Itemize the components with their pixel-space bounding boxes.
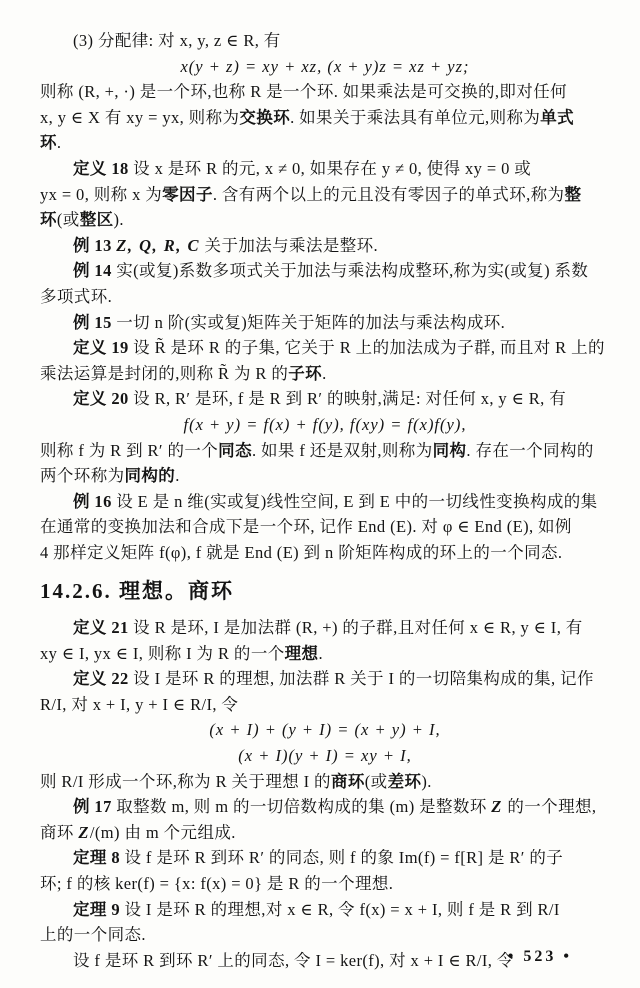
text-line [40, 258, 610, 284]
text-segment: /(m) 由 m 个元组成. [89, 822, 236, 842]
text-line [40, 769, 610, 795]
text-segment: 例 17 [73, 797, 112, 817]
text-segment: 的一个理想, [502, 797, 597, 817]
text-segment: . [175, 466, 180, 486]
text-segment: . 如果关于乘法具有单位元,则称为 [290, 107, 541, 127]
text-segment: 定理 9 [73, 899, 120, 919]
text-segment: 整 [564, 184, 582, 204]
text-line [40, 79, 610, 105]
text-segment: 环; f 的核 ker(f) = {x: f(x) = 0} 是 R 的一个理想. [40, 874, 394, 893]
text-segment: (x + I) + (y + I) = (x + y) + I, [209, 720, 441, 740]
text-segment: 设 I 是环 R 的理想, 加法群 R 关于 I 的一切陪集构成的集, 记作 [128, 669, 594, 689]
text-line [40, 438, 610, 464]
text-segment: 商环 [40, 822, 79, 842]
text-segment: yx = 0, 则称 x 为 [40, 184, 163, 204]
text-segment: 设 f 是环 R 到环 R′ 上的同态, 令 I = ker(f), 对 x + I ∈ R/I, 令 [73, 950, 514, 970]
text-line [40, 820, 610, 846]
text-segment: 在通常的变换加法和合成下是一个环, 记作 End (E). 对 φ ∈ End (E), 如例 [40, 517, 572, 537]
text-segment: . [318, 643, 323, 663]
text-segment: . 存在一个同构的 [466, 440, 594, 460]
text-segment: . 如果 f 还是双射,则称为 [251, 440, 433, 460]
text-segment: 例 16 [73, 491, 112, 511]
text-segment: 4 那样定义矩阵 f(φ), f 就是 End (E) 到 n 阶矩阵构成的环上的一个同态. [40, 542, 563, 562]
text-segment: 商环 [330, 771, 365, 791]
text-segment: Z, Q, R, C [116, 235, 201, 255]
text-segment: (3) 分配律: 对 x, y, z ∈ R, 有 [73, 31, 281, 50]
text-segment: . [56, 133, 62, 153]
text-segment: x(y + z) = xy + xz, (x + y)z = xz + yz; [180, 56, 470, 76]
text-segment: 定义 19 [73, 338, 129, 358]
text-segment: 则 R/I 形成一个环,称为 R 关于理想 I 的 [40, 771, 331, 791]
text-segment: . [322, 363, 327, 383]
text-line [40, 615, 610, 641]
text-line [40, 897, 610, 923]
text-segment: (x + I)(y + I) = xy + I, [238, 746, 412, 766]
text-segment: 交换环 [239, 107, 291, 127]
text-segment: 取整数 m, 则 m 的一切倍数构成的集 (m) 是整数环 [111, 797, 492, 817]
text-segment: 乘法运算是封闭的,则称 R̃ 为 R 的 [40, 363, 289, 383]
text-segment: 零因子 [162, 184, 213, 204]
text-segment: R/I, 对 x + I, y + I ∈ R/I, 令 [40, 694, 239, 714]
text-segment: 环 [40, 210, 57, 230]
text-segment: 同态 [218, 440, 252, 460]
text-segment: ). [113, 210, 124, 230]
text-line [40, 386, 610, 412]
text-line [40, 182, 610, 208]
text-segment: 设 R̃ 是环 R 的子集, 它关于 R 上的加法成为子群, 而且对 R 上的 [128, 338, 605, 358]
text-line [40, 284, 610, 310]
text-line [40, 845, 610, 871]
text-segment: 关于加法与乘法是整环. [200, 235, 379, 255]
text-segment: 子环 [288, 363, 323, 383]
text-segment: Z [78, 822, 90, 842]
text-segment: 设 R, R′ 是环, f 是 R 到 R′ 的映射,满足: 对任何 x, y ∈ R, 有 [128, 389, 567, 409]
text-line [40, 207, 610, 233]
page-number: • 523 • [507, 948, 572, 965]
section-heading [40, 565, 610, 615]
text-segment: 上的一个同态. [40, 925, 146, 945]
text-segment: 例 13 [73, 235, 112, 255]
text-line [40, 641, 610, 667]
text-line [40, 156, 610, 182]
text-segment: 环 [40, 133, 57, 153]
text-segment: 设 x 是环 R 的元, x ≠ 0, 如果存在 y ≠ 0, 使得 xy = 0 或 [128, 158, 532, 178]
text-segment: f(x + y) = f(x) + f(y), f(xy) = f(x)f(y), [183, 414, 467, 434]
text-segment: 设 I 是环 R 的理想,对 x ∈ R, 令 f(x) = x + I, 则 f 是 R 到 R/I [119, 899, 560, 919]
text-line [40, 335, 610, 361]
text-line [40, 310, 610, 336]
text-content [40, 28, 610, 973]
text-segment: 理想 [284, 643, 319, 663]
text-line [40, 692, 610, 718]
text-segment: 定理 8 [73, 848, 120, 868]
text-line [40, 514, 610, 540]
text-line [40, 794, 610, 820]
text-line [40, 233, 610, 259]
text-segment: 多项式环. [40, 286, 113, 306]
text-segment: (或 [364, 771, 388, 791]
text-segment: ). [421, 771, 432, 791]
text-segment: x, y ∈ X 有 xy = yx, 则称为 [40, 107, 240, 127]
text-segment: 整区 [79, 210, 114, 230]
text-segment: 定义 18 [73, 158, 129, 178]
text-segment: 一切 n 阶(实或复)矩阵关于矩阵的加法与乘法构成环. [111, 312, 506, 332]
text-segment: 同构 [432, 440, 467, 460]
text-segment: 设 f 是环 R 到环 R′ 的同态, 则 f 的象 Im(f) = f[R] 是 R′ 的子 [119, 848, 564, 868]
text-segment: 差环 [387, 771, 422, 791]
text-segment: 同构的 [124, 466, 176, 486]
text-line [40, 540, 610, 566]
text-segment: 例 14 [73, 261, 112, 281]
text-line [40, 105, 610, 131]
text-segment: 14.2.6. 理想。商环 [40, 579, 234, 604]
text-segment: 则称 (R, +, ·) 是一个环,也称 R 是一个环. 如果乘法是可交换的,即对任何 [40, 82, 567, 102]
text-line [40, 412, 610, 438]
text-segment: 设 E 是 n 维(实或复)线性空间, E 到 E 中的一切线性变换构成的集 [111, 491, 598, 511]
text-segment: (或 [56, 210, 80, 230]
text-line [40, 743, 610, 769]
text-line [40, 130, 610, 156]
text-segment: 定义 20 [73, 389, 129, 409]
text-line [40, 28, 610, 54]
text-segment: Z [491, 797, 503, 817]
text-segment: 则称 f 为 R 到 R′ 的一个 [40, 440, 219, 460]
text-segment: xy ∈ I, yx ∈ I, 则称 I 为 R 的一个 [40, 643, 285, 663]
text-line [40, 717, 610, 743]
text-segment: 例 15 [73, 312, 112, 332]
text-segment: 定义 22 [73, 669, 129, 689]
text-line [40, 666, 610, 692]
text-segment: 单式 [540, 107, 575, 127]
text-segment: 两个环称为 [40, 466, 125, 486]
text-segment: 设 R 是环, I 是加法群 (R, +) 的子群,且对任何 x ∈ R, y ∈ I, 有 [128, 618, 583, 638]
text-line [40, 463, 610, 489]
text-segment: 实(或复)系数多项式关于加法与乘法构成整环,称为实(或复) 系数 [111, 261, 589, 281]
text-line [40, 871, 610, 897]
text-segment: . 含有两个以上的元且没有零因子的单式环,称为 [212, 184, 565, 204]
text-line [40, 54, 610, 80]
text-line [40, 361, 610, 387]
text-line [40, 489, 610, 515]
text-segment: 定义 21 [73, 618, 129, 638]
text-line [40, 922, 610, 948]
